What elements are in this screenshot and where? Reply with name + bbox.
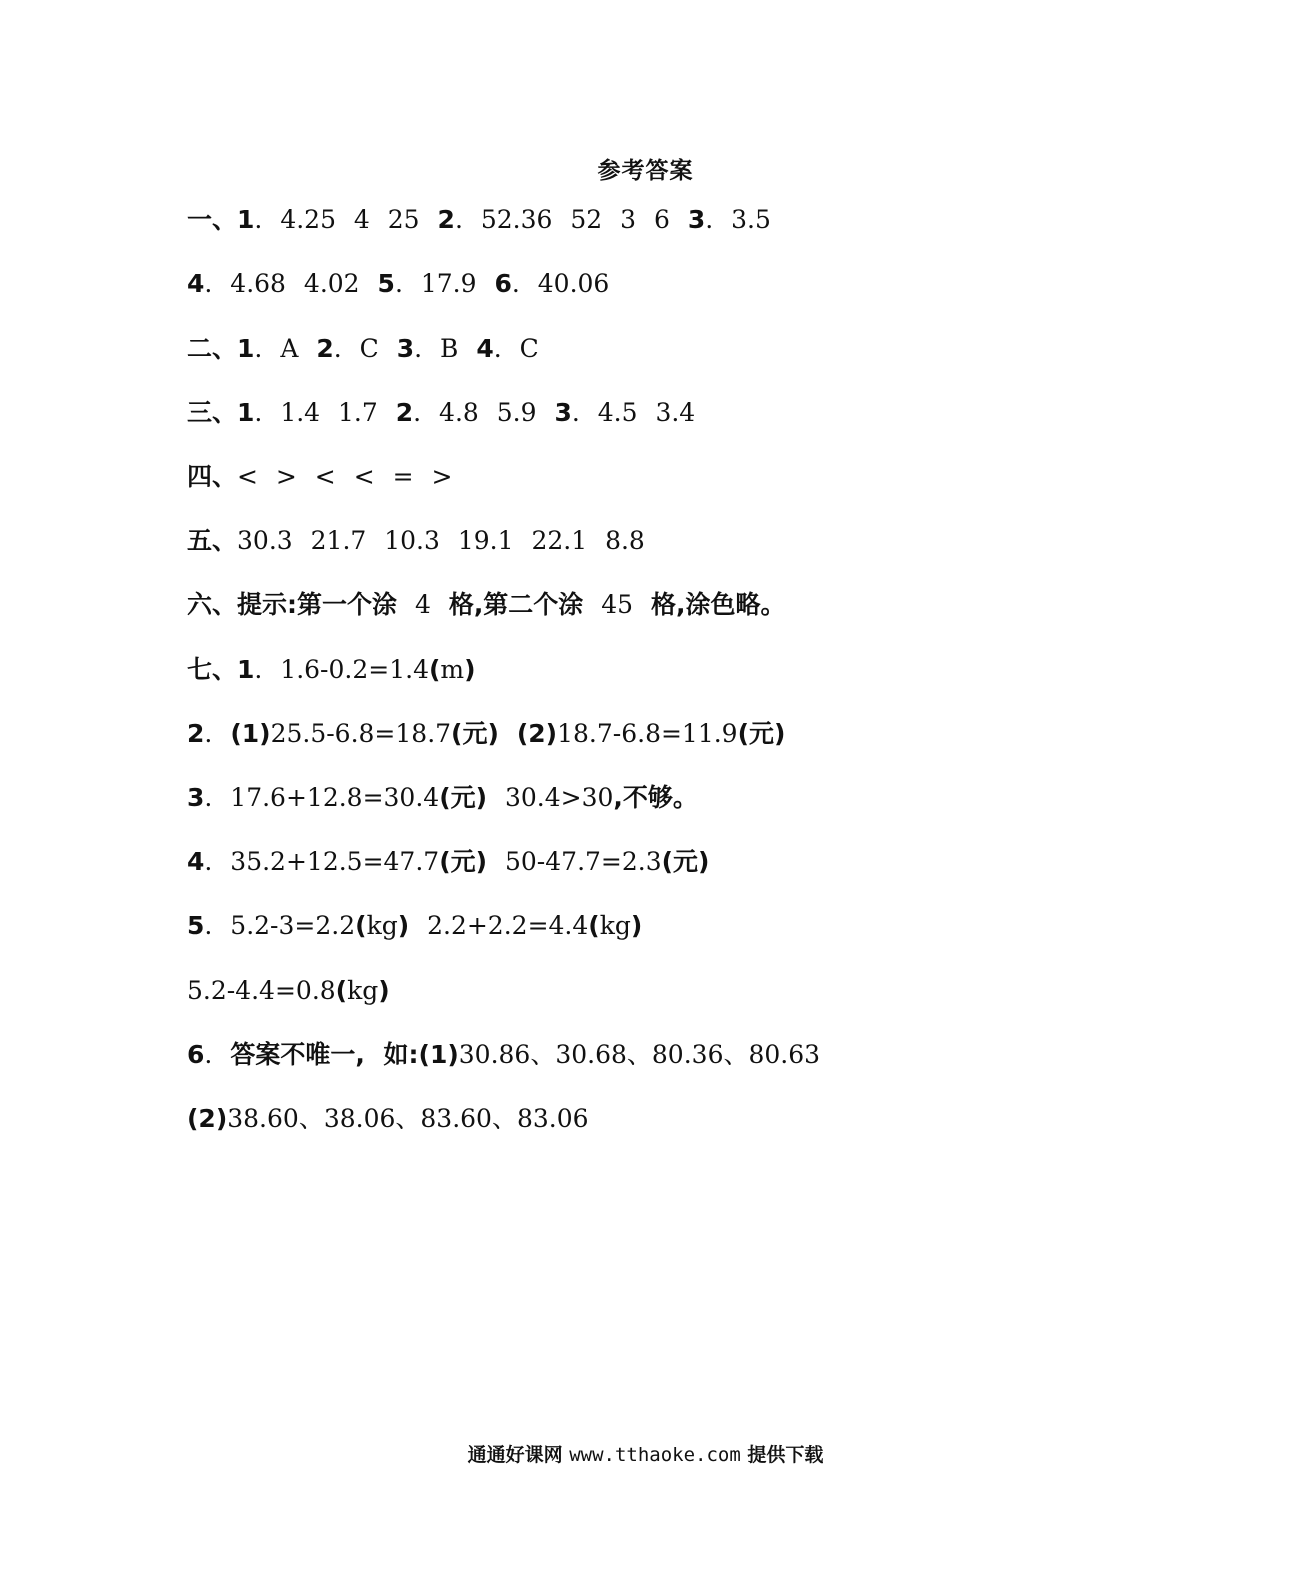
answer-line	[187, 1103, 589, 1135]
answer-text: 50-47.7=2.3	[487, 847, 662, 876]
answer-label: 5	[377, 269, 395, 298]
answer-label: (元)	[451, 719, 499, 748]
answer-text: .	[204, 719, 231, 748]
answer-label: 4	[187, 847, 205, 876]
page-title: 参考答案	[597, 158, 694, 184]
answer-line	[187, 589, 786, 621]
answer-text: . 52.36 52 3 6	[454, 205, 688, 234]
answer-label: 1	[237, 334, 255, 363]
answer-text: . 4.5 3.4	[571, 398, 696, 427]
answer-text: kg	[599, 911, 631, 940]
answer-label: 四、	[187, 462, 238, 491]
answer-line	[187, 525, 645, 557]
answer-label: ,不够。	[613, 783, 698, 812]
answer-label: 3	[396, 334, 415, 363]
answer-line	[187, 268, 609, 300]
answer-line	[187, 204, 771, 236]
answer-label: (元)	[439, 783, 488, 812]
answer-text: . 4.68 4.02	[204, 269, 378, 298]
answer-line	[187, 846, 709, 878]
answer-text: < > < < = >	[237, 462, 453, 491]
answer-text: kg	[366, 911, 398, 940]
answer-text: . 35.2+12.5=47.7	[204, 847, 440, 876]
answer-label: 三、	[187, 398, 238, 427]
answer-line	[187, 1039, 820, 1071]
footer-url: www.tthaoke.com	[569, 1444, 741, 1466]
answer-line	[187, 397, 695, 429]
answer-text: kg	[347, 976, 379, 1005]
answer-label: 6	[494, 269, 512, 298]
answer-label: 1	[237, 398, 255, 427]
answer-line	[187, 782, 698, 814]
answer-label: 六、提示:第一个涂	[187, 590, 397, 619]
answer-label: 5	[187, 911, 205, 940]
answer-label: 格,第二个涂	[448, 590, 584, 619]
answer-label: 4	[476, 334, 494, 363]
answer-text: . B	[414, 334, 477, 363]
answer-line	[187, 333, 539, 365]
answer-text: 5.2-4.4=0.8	[187, 976, 336, 1005]
answer-line	[187, 654, 476, 686]
answer-label: 一、	[187, 205, 238, 234]
footer	[0, 1440, 1291, 1467]
answer-text: . A	[254, 334, 317, 363]
answer-label: 6	[187, 1040, 205, 1069]
answer-label: (元)	[661, 847, 710, 876]
answer-line	[187, 975, 390, 1007]
answer-text: . 40.06	[511, 269, 610, 298]
answer-text: 30.4>30	[487, 783, 614, 812]
answer-label: 3	[687, 205, 706, 234]
answer-label: )	[630, 911, 643, 940]
answer-text: 30.86、30.68、80.36、80.63	[458, 1040, 821, 1069]
answer-label: (2)	[516, 719, 558, 748]
answer-text: . 4.8 5.9	[413, 398, 555, 427]
answer-text: .	[204, 1040, 231, 1069]
answer-label: (	[335, 976, 348, 1005]
answer-text: . 5.2-3=2.2	[204, 911, 356, 940]
footer-download-text: 提供下载	[747, 1444, 824, 1466]
answer-line	[187, 718, 785, 750]
answer-text: . 1.4 1.7	[254, 398, 396, 427]
answer-text: 4	[397, 590, 449, 619]
answer-line	[187, 461, 452, 493]
answer-label: 1	[237, 205, 255, 234]
answer-label: (元)	[439, 847, 488, 876]
answer-label: 4	[187, 269, 205, 298]
answer-label: 二、	[187, 334, 238, 363]
answer-text: . 1.6-0.2=1.4	[254, 655, 429, 684]
answer-label: (1)	[230, 719, 271, 748]
answer-label: (	[355, 911, 367, 940]
answer-label: )	[464, 655, 476, 684]
answer-label: (	[428, 655, 441, 684]
answer-text: 30.3 21.7 10.3 19.1 22.1 8.8	[237, 526, 645, 555]
answer-text: 45	[583, 590, 652, 619]
answer-text: . 17.6+12.8=30.4	[204, 783, 440, 812]
answer-label: 七、1	[187, 655, 255, 684]
answer-text: 18.7-6.8=11.9	[557, 719, 738, 748]
answer-label: 答案不唯一, 如:	[230, 1040, 419, 1069]
answer-label: )	[397, 911, 410, 940]
answer-label: 2	[395, 398, 414, 427]
footer-site-name: 通通好课网	[467, 1444, 563, 1466]
answer-text	[499, 719, 517, 748]
answer-text: . C	[333, 334, 397, 363]
answer-text: . C	[493, 334, 539, 363]
answer-label: (1)	[418, 1040, 459, 1069]
answer-label: 2	[316, 334, 334, 363]
answer-label: 五、	[187, 526, 238, 555]
answer-label: (元)	[737, 719, 786, 748]
answer-label: 2	[437, 205, 455, 234]
answer-label: 格,涂色略。	[651, 590, 786, 619]
answer-text: 38.60、38.06、83.60、83.06	[227, 1104, 589, 1133]
answer-label: (	[588, 911, 600, 940]
answer-text: 2.2+2.2=4.4	[409, 911, 589, 940]
answer-label: 3	[187, 783, 205, 812]
answer-line	[187, 910, 642, 942]
answer-text: 25.5-6.8=18.7	[270, 719, 452, 748]
answer-text: m	[440, 655, 465, 684]
answer-text: . 4.25 4 25	[254, 205, 438, 234]
answer-text: . 17.9	[394, 269, 495, 298]
answer-label: 3	[554, 398, 572, 427]
answer-label: 2	[187, 719, 205, 748]
answer-label: (2)	[187, 1104, 228, 1133]
answer-text: . 3.5	[705, 205, 771, 234]
answer-label: )	[378, 976, 390, 1005]
